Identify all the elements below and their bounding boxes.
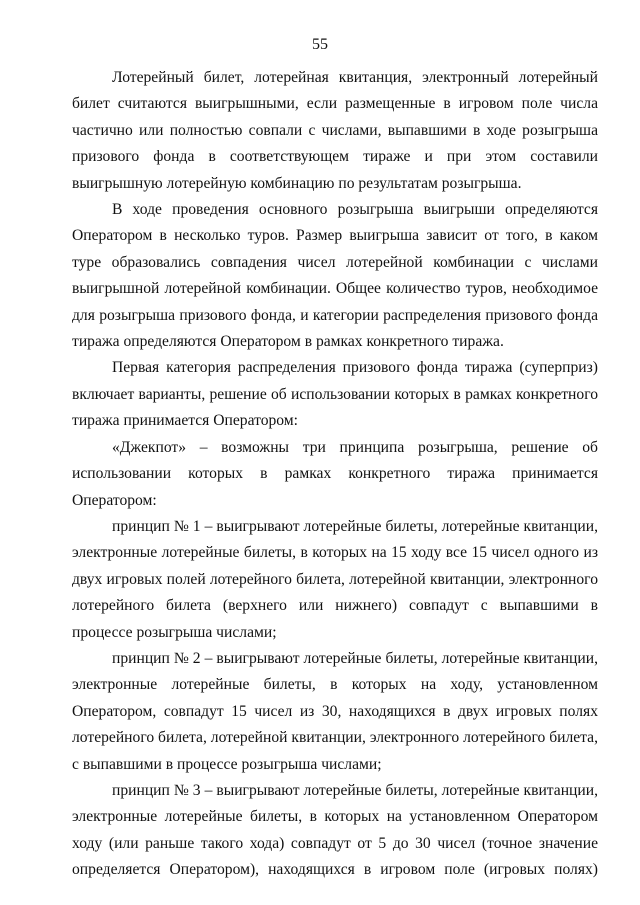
document-body: [72, 65, 598, 884]
paragraph-principle-3: принцип № 3 – выигрывают лотерейные билеты, лотерейные квитанции, электронные лотерейные билеты, в которых на установленном Оператором ходу (или раньше такого хода) совпадут от 5 до 30 чисел (точное значение определяется Оператором), находящихся в игровом поле (игровых полях): [72, 781, 598, 879]
page-number: 55: [312, 36, 328, 53]
paragraph-jackpot: «Джекпот» – возможны три принципа розыгрыша, решение об использовании которых в рамках конкретного тиража принимается Оператором:: [72, 438, 598, 509]
paragraph-main-draw: В ходе проведения основного розыгрыша выигрыши определяются Оператором в несколько туров. Размер выигрыша зависит от того, в каком туре образовались совпадения чисел лотерейной комбинации с числами выигрышной лотерейной комбинации. Общее количество туров, необходимое для розыгрыша призового фонда, и категории распределения призового фонда тиража определяются Оператором в рамках конкретного тиража.: [72, 201, 598, 351]
paragraph-winning-tickets: Лотерейный билет, лотерейная квитанция, электронный лотерейный билет считаются выигрышными, если размещенные в игровом поле числа частично или полностью совпали с числами, выпавшими в ходе розыгрыша призового фонда в соответствующем тираже и при этом составили выигрышную лотерейную комбинацию по результатам розыгрыша.: [72, 69, 598, 192]
paragraph-principle-1: принцип № 1 – выигрывают лотерейные билеты, лотерейные квитанции, электронные лотерейные билеты, в которых на 15 ходу все 15 чисел одного из двух игровых полей лотерейного билета, лотерейной квитанции, электронного лотерейного билета (верхнего или нижнего) совпадут с выпавшими в процессе розыгрыша числами;: [72, 517, 598, 641]
paragraph-principle-2: принцип № 2 – выигрывают лотерейные билеты, лотерейные квитанции, электронные лотерейные билеты, в которых на ходу, установленном Оператором, совпадут 15 чисел из 30, находящихся в двух игровых полях лотерейного билета, лотерейной квитанции, электронного лотерейного билета, с выпавшими в процессе розыгрыша числами;: [72, 649, 598, 773]
paragraph-first-category: Первая категория распределения призового фонда тиража (суперприз) включает варианты, решение об использовании которых в рамках конкретного тиража принимается Оператором:: [72, 359, 598, 430]
